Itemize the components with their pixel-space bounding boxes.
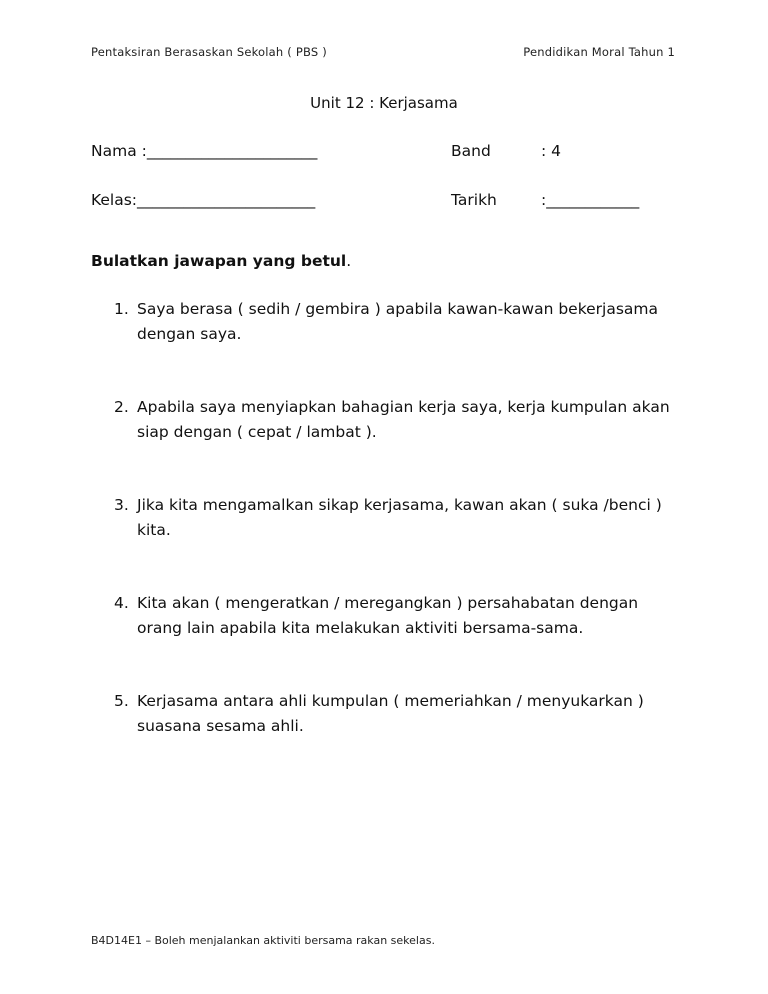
question-4 bbox=[114, 591, 694, 641]
question-5 bbox=[114, 689, 694, 739]
question-line: orang lain apabila kita melakukan aktiviti bersama-sama. bbox=[137, 619, 584, 637]
instruction bbox=[91, 252, 351, 270]
question-line: Kita akan ( mengeratkan / meregangkan ) persahabatan dengan bbox=[137, 594, 639, 612]
question-line: Apabila saya menyiapkan bahagian kerja saya, kerja kumpulan akan bbox=[137, 398, 670, 416]
question-number: 4. bbox=[114, 594, 129, 612]
question-line: dengan saya. bbox=[137, 325, 242, 343]
tarikh-value: :____________ bbox=[541, 191, 640, 209]
tarikh-label: Tarikh bbox=[451, 191, 497, 209]
question-line: Jika kita mengamalkan sikap kerjasama, kawan akan ( suka /benci ) bbox=[137, 496, 662, 514]
header-right: Pendidikan Moral Tahun 1 bbox=[523, 45, 675, 59]
kelas-field: Kelas:_______________________ bbox=[91, 191, 316, 209]
question-3 bbox=[114, 493, 694, 543]
band-label: Band bbox=[451, 142, 491, 160]
question-line: Saya berasa ( sedih / gembira ) apabila kawan-kawan bekerjasama bbox=[137, 300, 659, 318]
footer-note: B4D14E1 – Boleh menjalankan aktiviti bersama rakan sekelas. bbox=[91, 934, 435, 947]
header-left: Pentaksiran Berasaskan Sekolah ( PBS ) bbox=[91, 45, 327, 59]
instruction-period: . bbox=[346, 252, 352, 270]
question-2 bbox=[114, 395, 694, 445]
question-1 bbox=[114, 297, 694, 347]
nama-field: Nama :______________________ bbox=[91, 142, 318, 160]
question-line: suasana sesama ahli. bbox=[137, 717, 304, 735]
question-number: 2. bbox=[114, 398, 129, 416]
question-number: 3. bbox=[114, 496, 129, 514]
instruction-text: Bulatkan jawapan yang betul bbox=[91, 252, 347, 270]
page-title: Unit 12 : Kerjasama bbox=[310, 94, 458, 112]
band-value: : 4 bbox=[541, 142, 562, 160]
question-number: 5. bbox=[114, 692, 129, 710]
question-number: 1. bbox=[114, 300, 129, 318]
question-line: kita. bbox=[137, 521, 171, 539]
question-line: Kerjasama antara ahli kumpulan ( memeriahkan / menyukarkan ) bbox=[137, 692, 644, 710]
question-line: siap dengan ( cepat / lambat ). bbox=[137, 423, 377, 441]
